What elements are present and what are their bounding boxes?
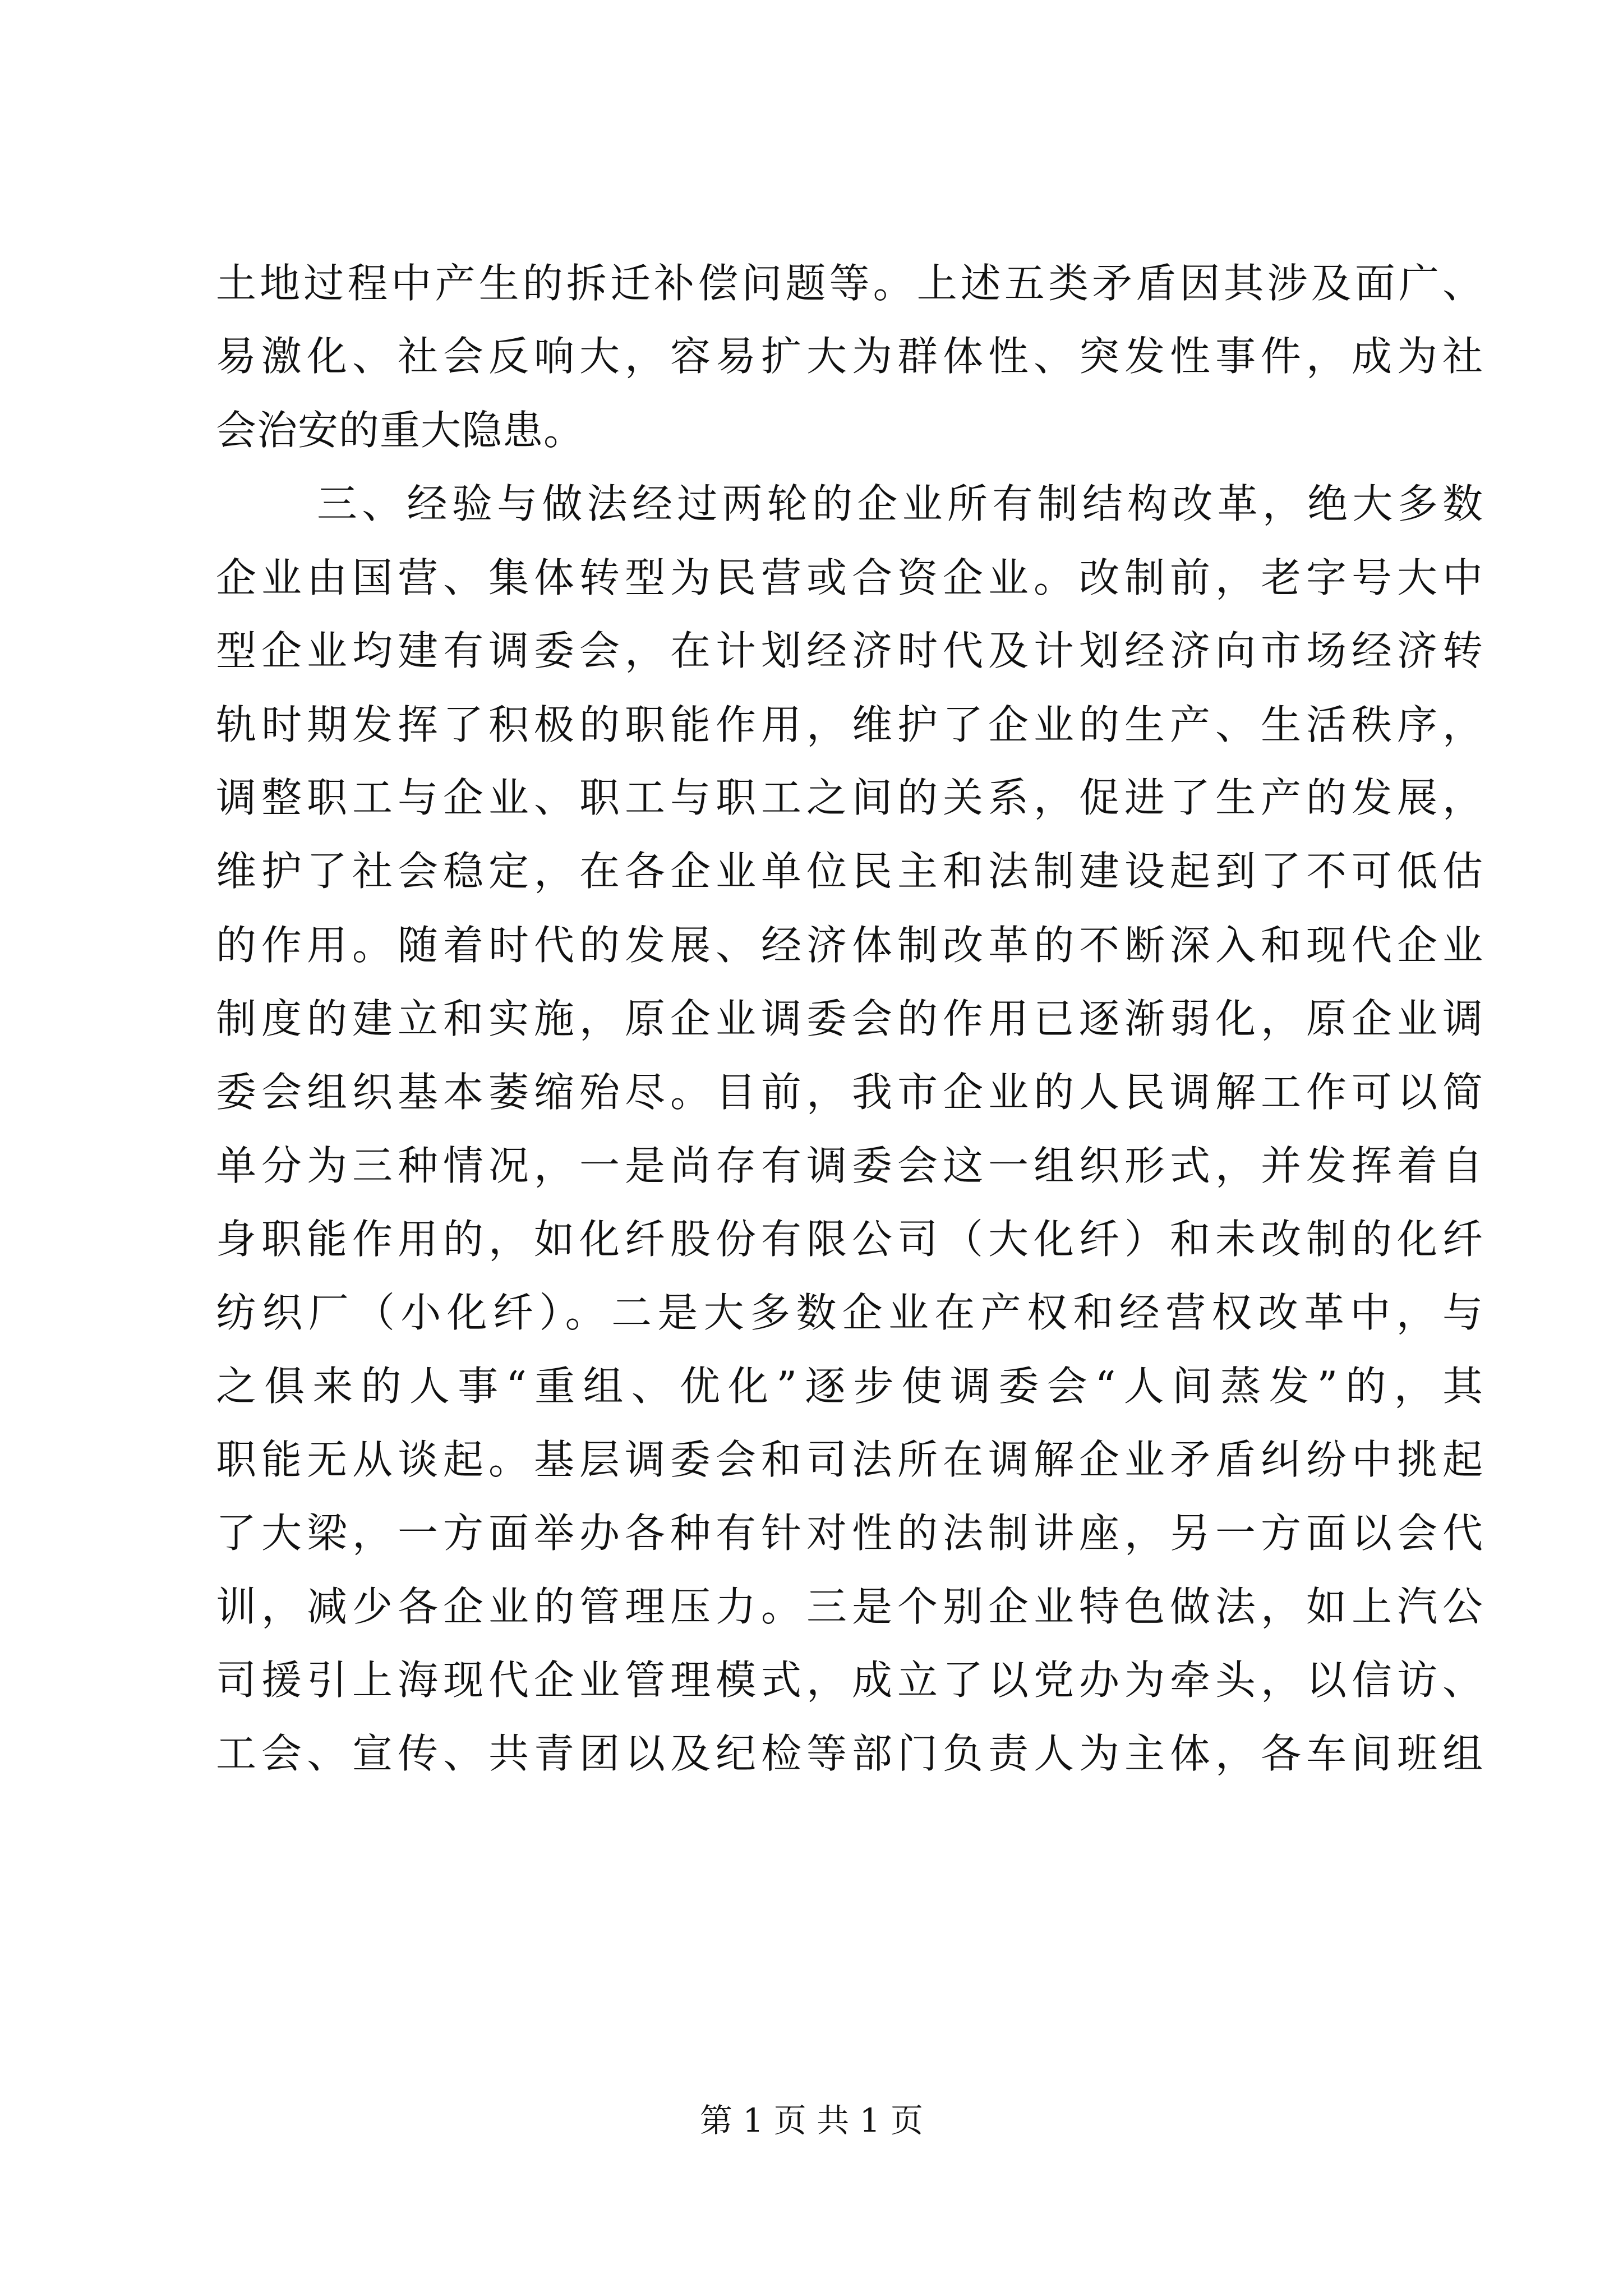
text-line-17: 职能无从谈起。基层调委会和司法所在调解企业矛盾纠纷中挑起 — [216, 1436, 1483, 1483]
text-line-14: 身职能作用的，如化纤股份有限公司（大化纤）和未改制的化纤 — [216, 1216, 1483, 1263]
text-line-1: 土地过程中产生的拆迁补偿问题等。上述五类矛盾因其涉及面广、 — [216, 260, 1483, 307]
text-line-16: 之俱来的人事“重组、优化”逐步使调委会“人间蒸发”的，其 — [216, 1363, 1483, 1410]
text-line-9: 维护了社会稳定，在各企业单位民主和法制建设起到了不可低估 — [216, 848, 1483, 895]
text-line-20: 司援引上海现代企业管理模式，成立了以党办为牵头，以信访、 — [216, 1657, 1483, 1704]
text-line-6: 型企业均建有调委会，在计划经济时代及计划经济向市场经济转 — [216, 627, 1483, 674]
page-number-footer: 第 1 页 共 1 页 — [700, 2101, 923, 2139]
text-line-13: 单分为三种情况，一是尚存有调委会这一组织形式，并发挥着自 — [216, 1142, 1483, 1189]
text-line-15: 纺织厂（小化纤）。二是大多数企业在产权和经营权改革中，与 — [216, 1289, 1483, 1336]
text-line-2: 易激化、社会反响大，容易扩大为群体性、突发性事件，成为社 — [216, 333, 1483, 380]
text-line-18: 了大梁，一方面举办各种有针对性的法制讲座，另一方面以会代 — [216, 1510, 1483, 1557]
text-line-11: 制度的建立和实施，原企业调委会的作用已逐渐弱化，原企业调 — [216, 995, 1483, 1042]
text-line-7: 轨时期发挥了积极的职能作用，维护了企业的生产、生活秩序， — [216, 701, 1483, 748]
text-line-8: 调整职工与企业、职工与职工之间的关系，促进了生产的发展， — [216, 774, 1483, 821]
text-line-19: 训，减少各企业的管理压力。三是个别企业特色做法，如上汽公 — [216, 1583, 1483, 1630]
text-line-10: 的作用。随着时代的发展、经济体制改革的不断深入和现代企业 — [216, 922, 1483, 969]
text-line-21: 工会、宣传、共青团以及纪检等部门负责人为主体，各车间班组 — [216, 1730, 1483, 1777]
text-line-3: 会治安的重大隐患。 — [216, 407, 585, 454]
text-line-12: 委会组织基本萎缩殆尽。目前，我市企业的人民调解工作可以简 — [216, 1069, 1483, 1116]
text-line-4: 三、经验与做法经过两轮的企业所有制结构改革，绝大多数 — [317, 480, 1483, 527]
text-line-5: 企业由国营、集体转型为民营或合资企业。改制前，老字号大中 — [216, 554, 1483, 601]
